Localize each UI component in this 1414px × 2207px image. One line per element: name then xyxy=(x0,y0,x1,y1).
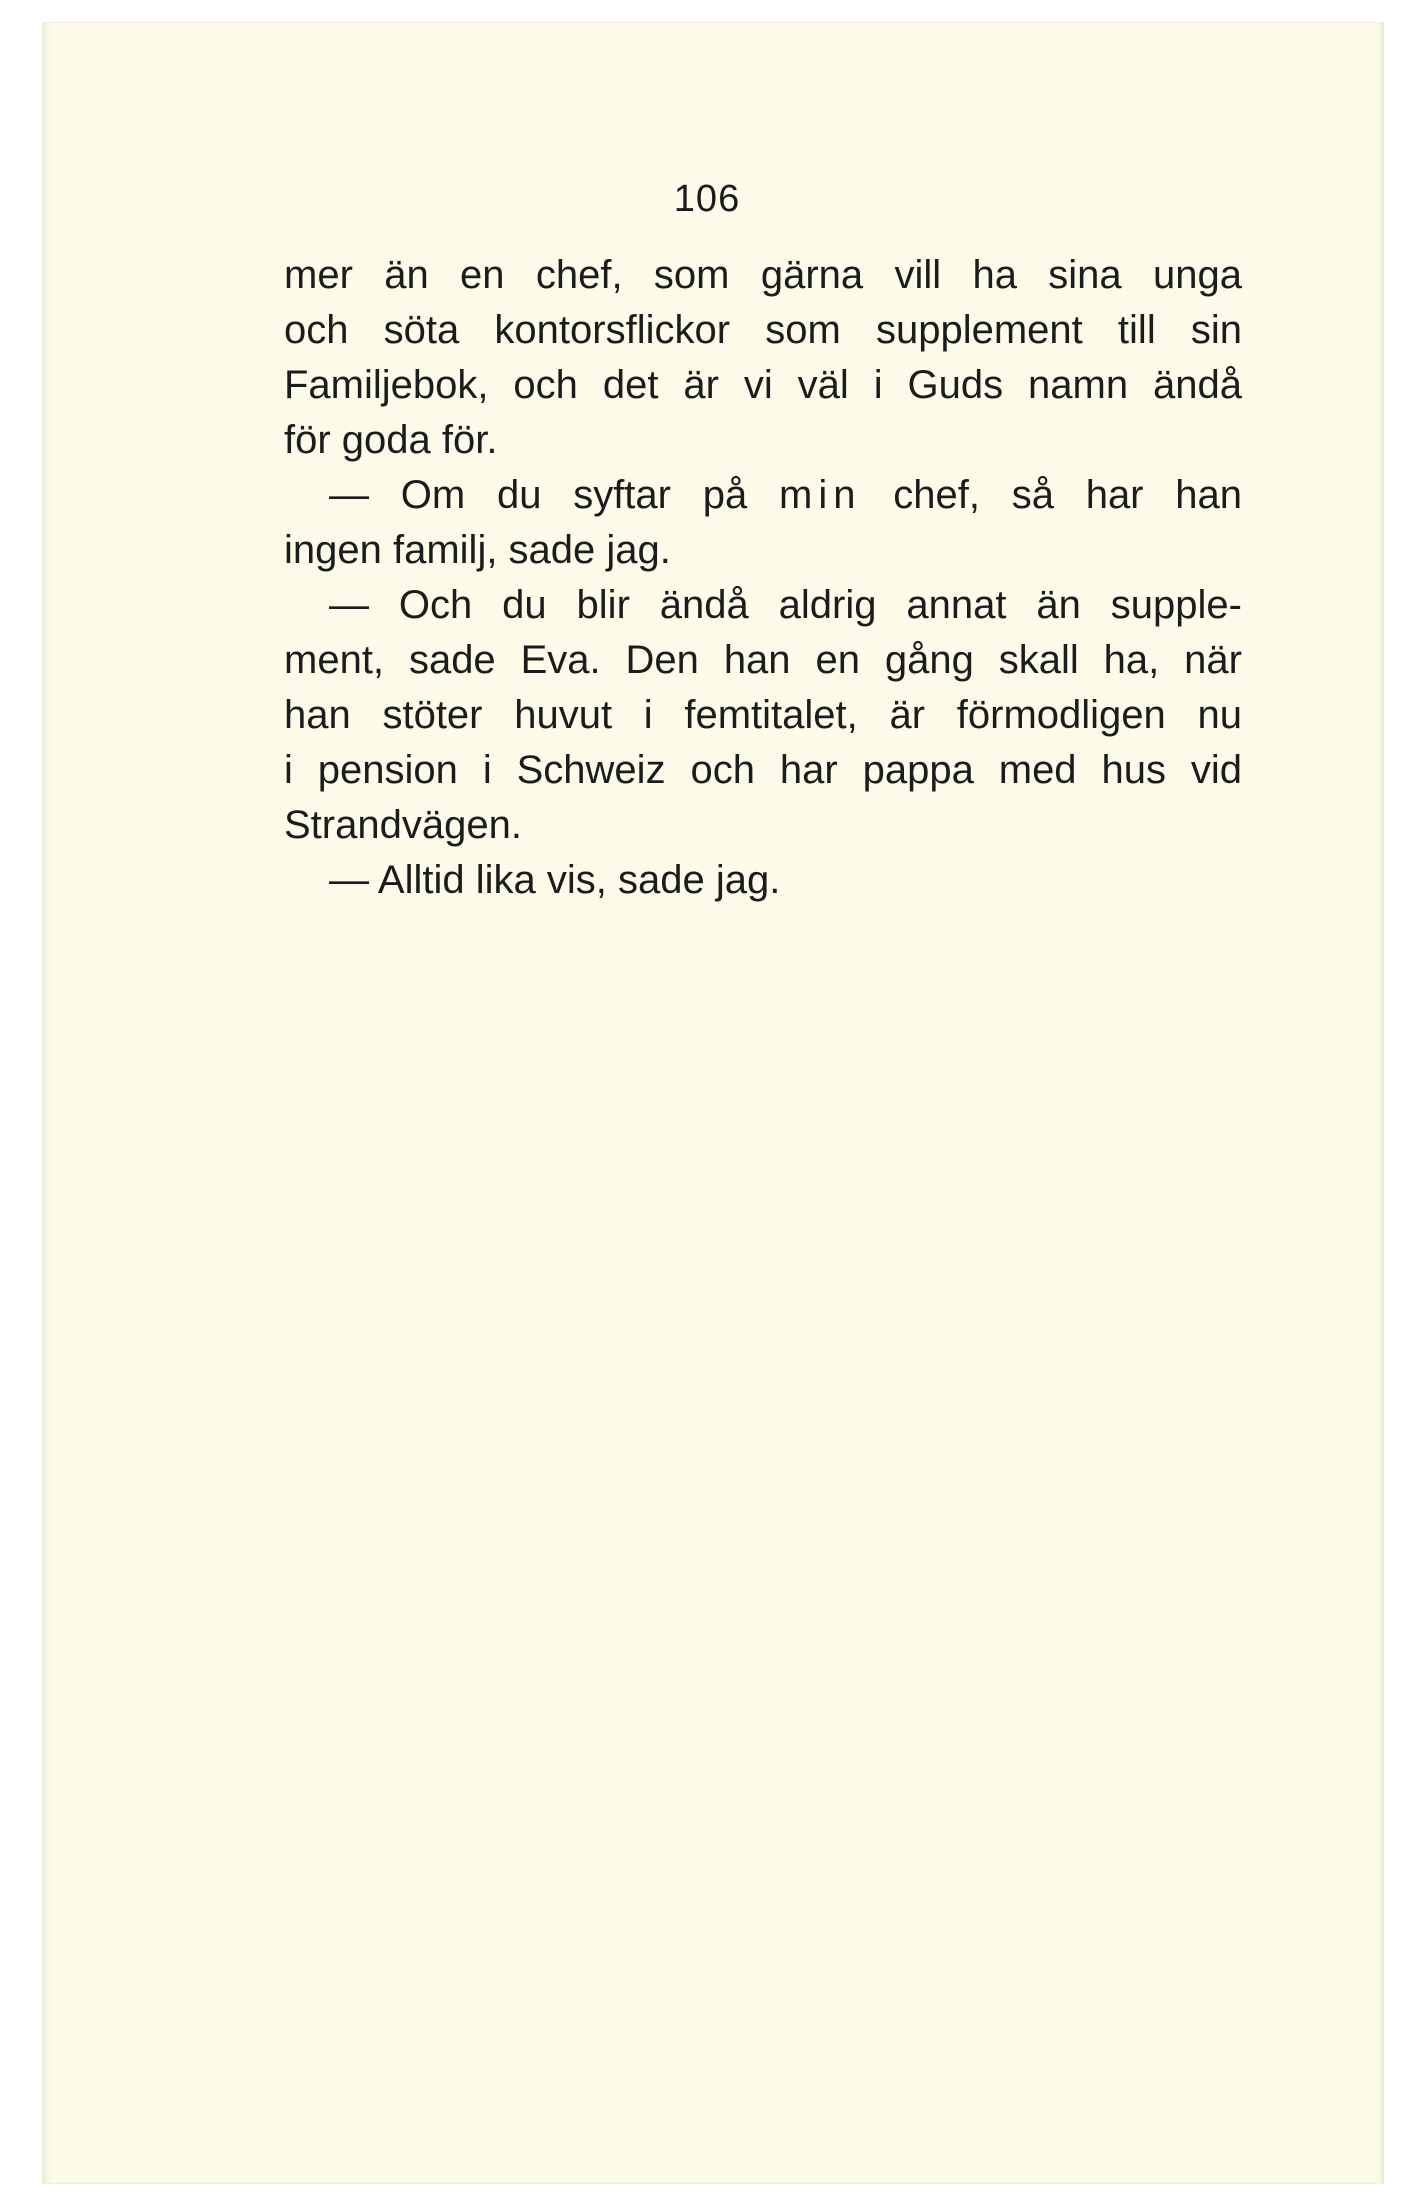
text-line: mer än en chef, som gärna vill ha sina unga xyxy=(284,253,1242,297)
emphasized-word: min xyxy=(779,473,862,517)
text-segment: chef, så har han xyxy=(893,473,1242,517)
page-edge xyxy=(1378,22,1384,2184)
text-line: — Alltid lika vis, sade jag. xyxy=(329,858,781,902)
text-line: i pension i Schweiz och har pappa med hus vid xyxy=(284,748,1242,792)
text-line: för goda för. xyxy=(284,418,498,462)
text-segment: — Om du syftar på xyxy=(329,473,748,517)
text-line xyxy=(284,468,1242,523)
text-line: Strandvägen. xyxy=(284,803,522,847)
text-line: ingen familj, sade jag. xyxy=(284,528,671,572)
text-line: — Och du blir ändå aldrig annat än supple- xyxy=(329,583,1242,627)
body-text xyxy=(284,248,1242,908)
text-line: han stöter huvut i femtitalet, är förmodligen nu xyxy=(284,693,1242,737)
text-line: ment, sade Eva. Den han en gång skall ha, när xyxy=(284,638,1242,682)
text-line: Familjebok, och det är vi väl i Guds namn ändå xyxy=(284,363,1242,407)
text-line: och söta kontorsflickor som supplement till sin xyxy=(284,308,1242,352)
page-number: 106 xyxy=(673,178,741,220)
